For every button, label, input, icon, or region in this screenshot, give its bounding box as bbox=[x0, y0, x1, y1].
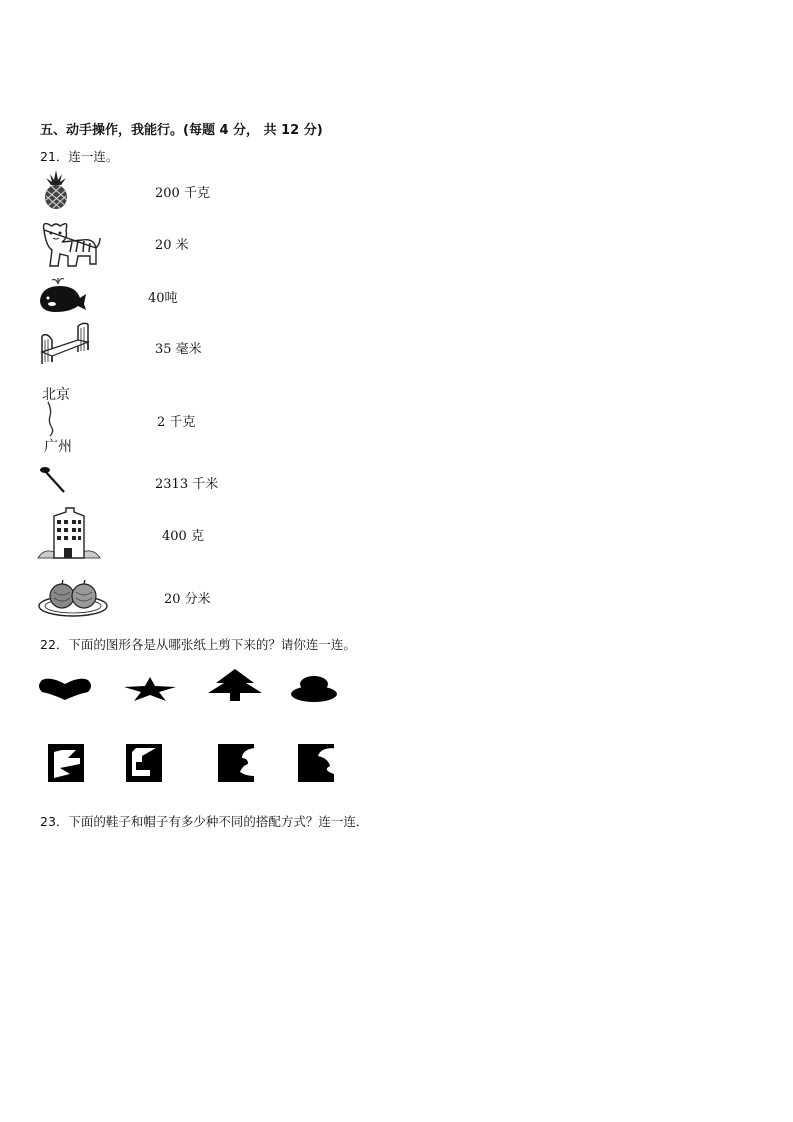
bed-icon bbox=[38, 322, 92, 366]
map-label-guangzhou: 广州 bbox=[44, 439, 72, 455]
value-label: 2 千克 bbox=[157, 415, 196, 430]
paper-cutout-1 bbox=[48, 744, 84, 782]
value-label: 35 毫米 bbox=[155, 342, 202, 357]
value-label: 20 米 bbox=[155, 238, 189, 253]
route-map-icon bbox=[38, 398, 78, 438]
paper-cutout-2 bbox=[126, 744, 162, 782]
building-icon bbox=[38, 508, 100, 560]
nail-icon bbox=[38, 466, 68, 494]
heart-shape bbox=[38, 678, 92, 700]
q22-prompt: 22．下面的图形各是从哪张纸上剪下来的？请你连一连。 bbox=[40, 637, 356, 652]
q23-prompt: 23．下面的鞋子和帽子有多少种不同的搭配方式？连一连． bbox=[40, 814, 369, 829]
value-label: 400 克 bbox=[162, 529, 204, 544]
tiger-icon bbox=[38, 220, 102, 268]
value-label: 20 分米 bbox=[164, 592, 211, 607]
section-title: 五、动手操作，我能行。(每题 4 分， 共 12 分) bbox=[40, 123, 323, 138]
star-shape bbox=[124, 677, 176, 701]
value-label: 2313 千米 bbox=[155, 477, 219, 492]
q21-prompt: 21．连一连。 bbox=[40, 149, 119, 164]
apples-plate-icon bbox=[38, 576, 108, 618]
paper-cutout-4 bbox=[298, 744, 334, 782]
cloud-shape bbox=[290, 676, 338, 702]
paper-cutout-3 bbox=[218, 744, 254, 782]
whale-icon bbox=[38, 274, 86, 314]
value-label: 200 千克 bbox=[155, 186, 210, 201]
tree-shape bbox=[208, 669, 262, 701]
value-label: 40吨 bbox=[148, 291, 178, 306]
pineapple-icon bbox=[38, 170, 74, 210]
map-label-beijing: 北京 bbox=[42, 387, 70, 403]
